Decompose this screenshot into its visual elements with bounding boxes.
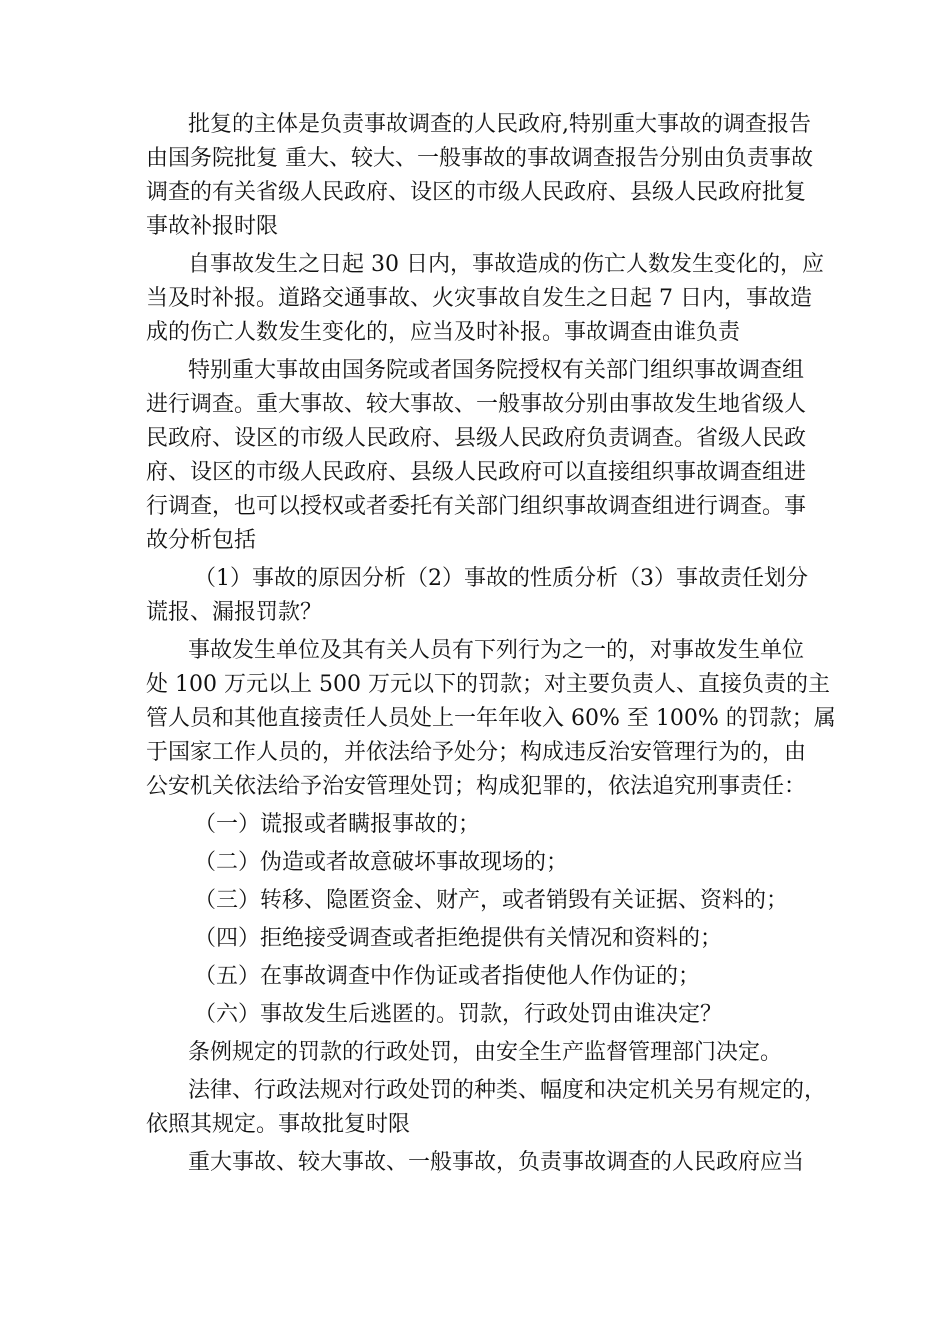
paragraph-line: 成的伤亡人数发生变化的，应当及时补报。事故调查由谁负责 (146, 320, 741, 345)
paragraph-line: 条例规定的罚款的行政处罚，由安全生产监督管理部门决定。 (188, 1040, 783, 1065)
paragraph-line: 自事故发生之日起 30 日内，事故造成的伤亡人数发生变化的，应 (188, 252, 824, 277)
paragraph-line: 进行调查。重大事故、较大事故、一般事故分别由事故发生地省级人 (146, 392, 807, 417)
list-item: （六）事故发生后逃匿的。罚款，行政处罚由谁决定？ (194, 1002, 723, 1027)
paragraph-line: 处 100 万元以上 500 万元以下的罚款；对主要负责人、直接负责的主 (146, 672, 830, 697)
paragraph-line: 事故补报时限 (146, 214, 279, 239)
paragraph-line: 批复的主体是负责事故调查的人民政府,特别重大事故的调查报告 (188, 112, 811, 137)
document-page (146, 108, 836, 1180)
paragraph-line: 调查的有关省级人民政府、设区的市级人民政府、县级人民政府批复 (146, 180, 807, 205)
paragraph-line: 法律、行政法规对行政处罚的种类、幅度和决定机关另有规定的， (188, 1078, 827, 1103)
paragraph-line: 管人员和其他直接责任人员处上一年年收入 60% 至 100% 的罚款；属 (146, 706, 836, 731)
list-item: （三）转移、隐匿资金、财产，或者销毁有关证据、资料的； (194, 888, 789, 913)
list-item: （五）在事故调查中作伪证或者指使他人作伪证的； (194, 964, 701, 989)
paragraph-line: 府、设区的市级人民政府、县级人民政府可以直接组织事故调查组进 (146, 460, 807, 485)
paragraph-line: 重大事故、较大事故、一般事故，负责事故调查的人民政府应当 (188, 1150, 805, 1175)
paragraph-line: 公安机关依法给予治安管理处罚；构成犯罪的，依法追究刑事责任： (146, 774, 807, 799)
paragraph-line: 依照其规定。事故批复时限 (146, 1112, 411, 1137)
paragraph-line: 行调查，也可以授权或者委托有关部门组织事故调查组进行调查。事 (146, 494, 807, 519)
paragraph-line: 当及时补报。道路交通事故、火灾事故自发生之日起 7 日内，事故造 (146, 286, 812, 311)
paragraph-line: 谎报、漏报罚款？ (146, 600, 323, 625)
paragraph-line: （1）事故的原因分析（2）事故的性质分析（3）事故责任划分 (194, 566, 808, 591)
paragraph-line: 故分析包括 (146, 528, 257, 553)
paragraph-line: 民政府、设区的市级人民政府、县级人民政府负责调查。省级人民政 (146, 426, 807, 451)
paragraph-line: 事故发生单位及其有关人员有下列行为之一的，对事故发生单位 (188, 638, 805, 663)
paragraph-line: 特别重大事故由国务院或者国务院授权有关部门组织事故调查组 (188, 358, 805, 383)
paragraph-line: 于国家工作人员的，并依法给予处分；构成违反治安管理行为的，由 (146, 740, 807, 765)
paragraph-line: 由国务院批复 重大、较大、一般事故的事故调查报告分别由负责事故 (146, 146, 813, 171)
list-item: （二）伪造或者故意破坏事故现场的； (194, 850, 569, 875)
list-item: （四）拒绝接受调查或者拒绝提供有关情况和资料的； (194, 926, 723, 951)
list-item: （一）谎报或者瞒报事故的； (194, 812, 481, 837)
